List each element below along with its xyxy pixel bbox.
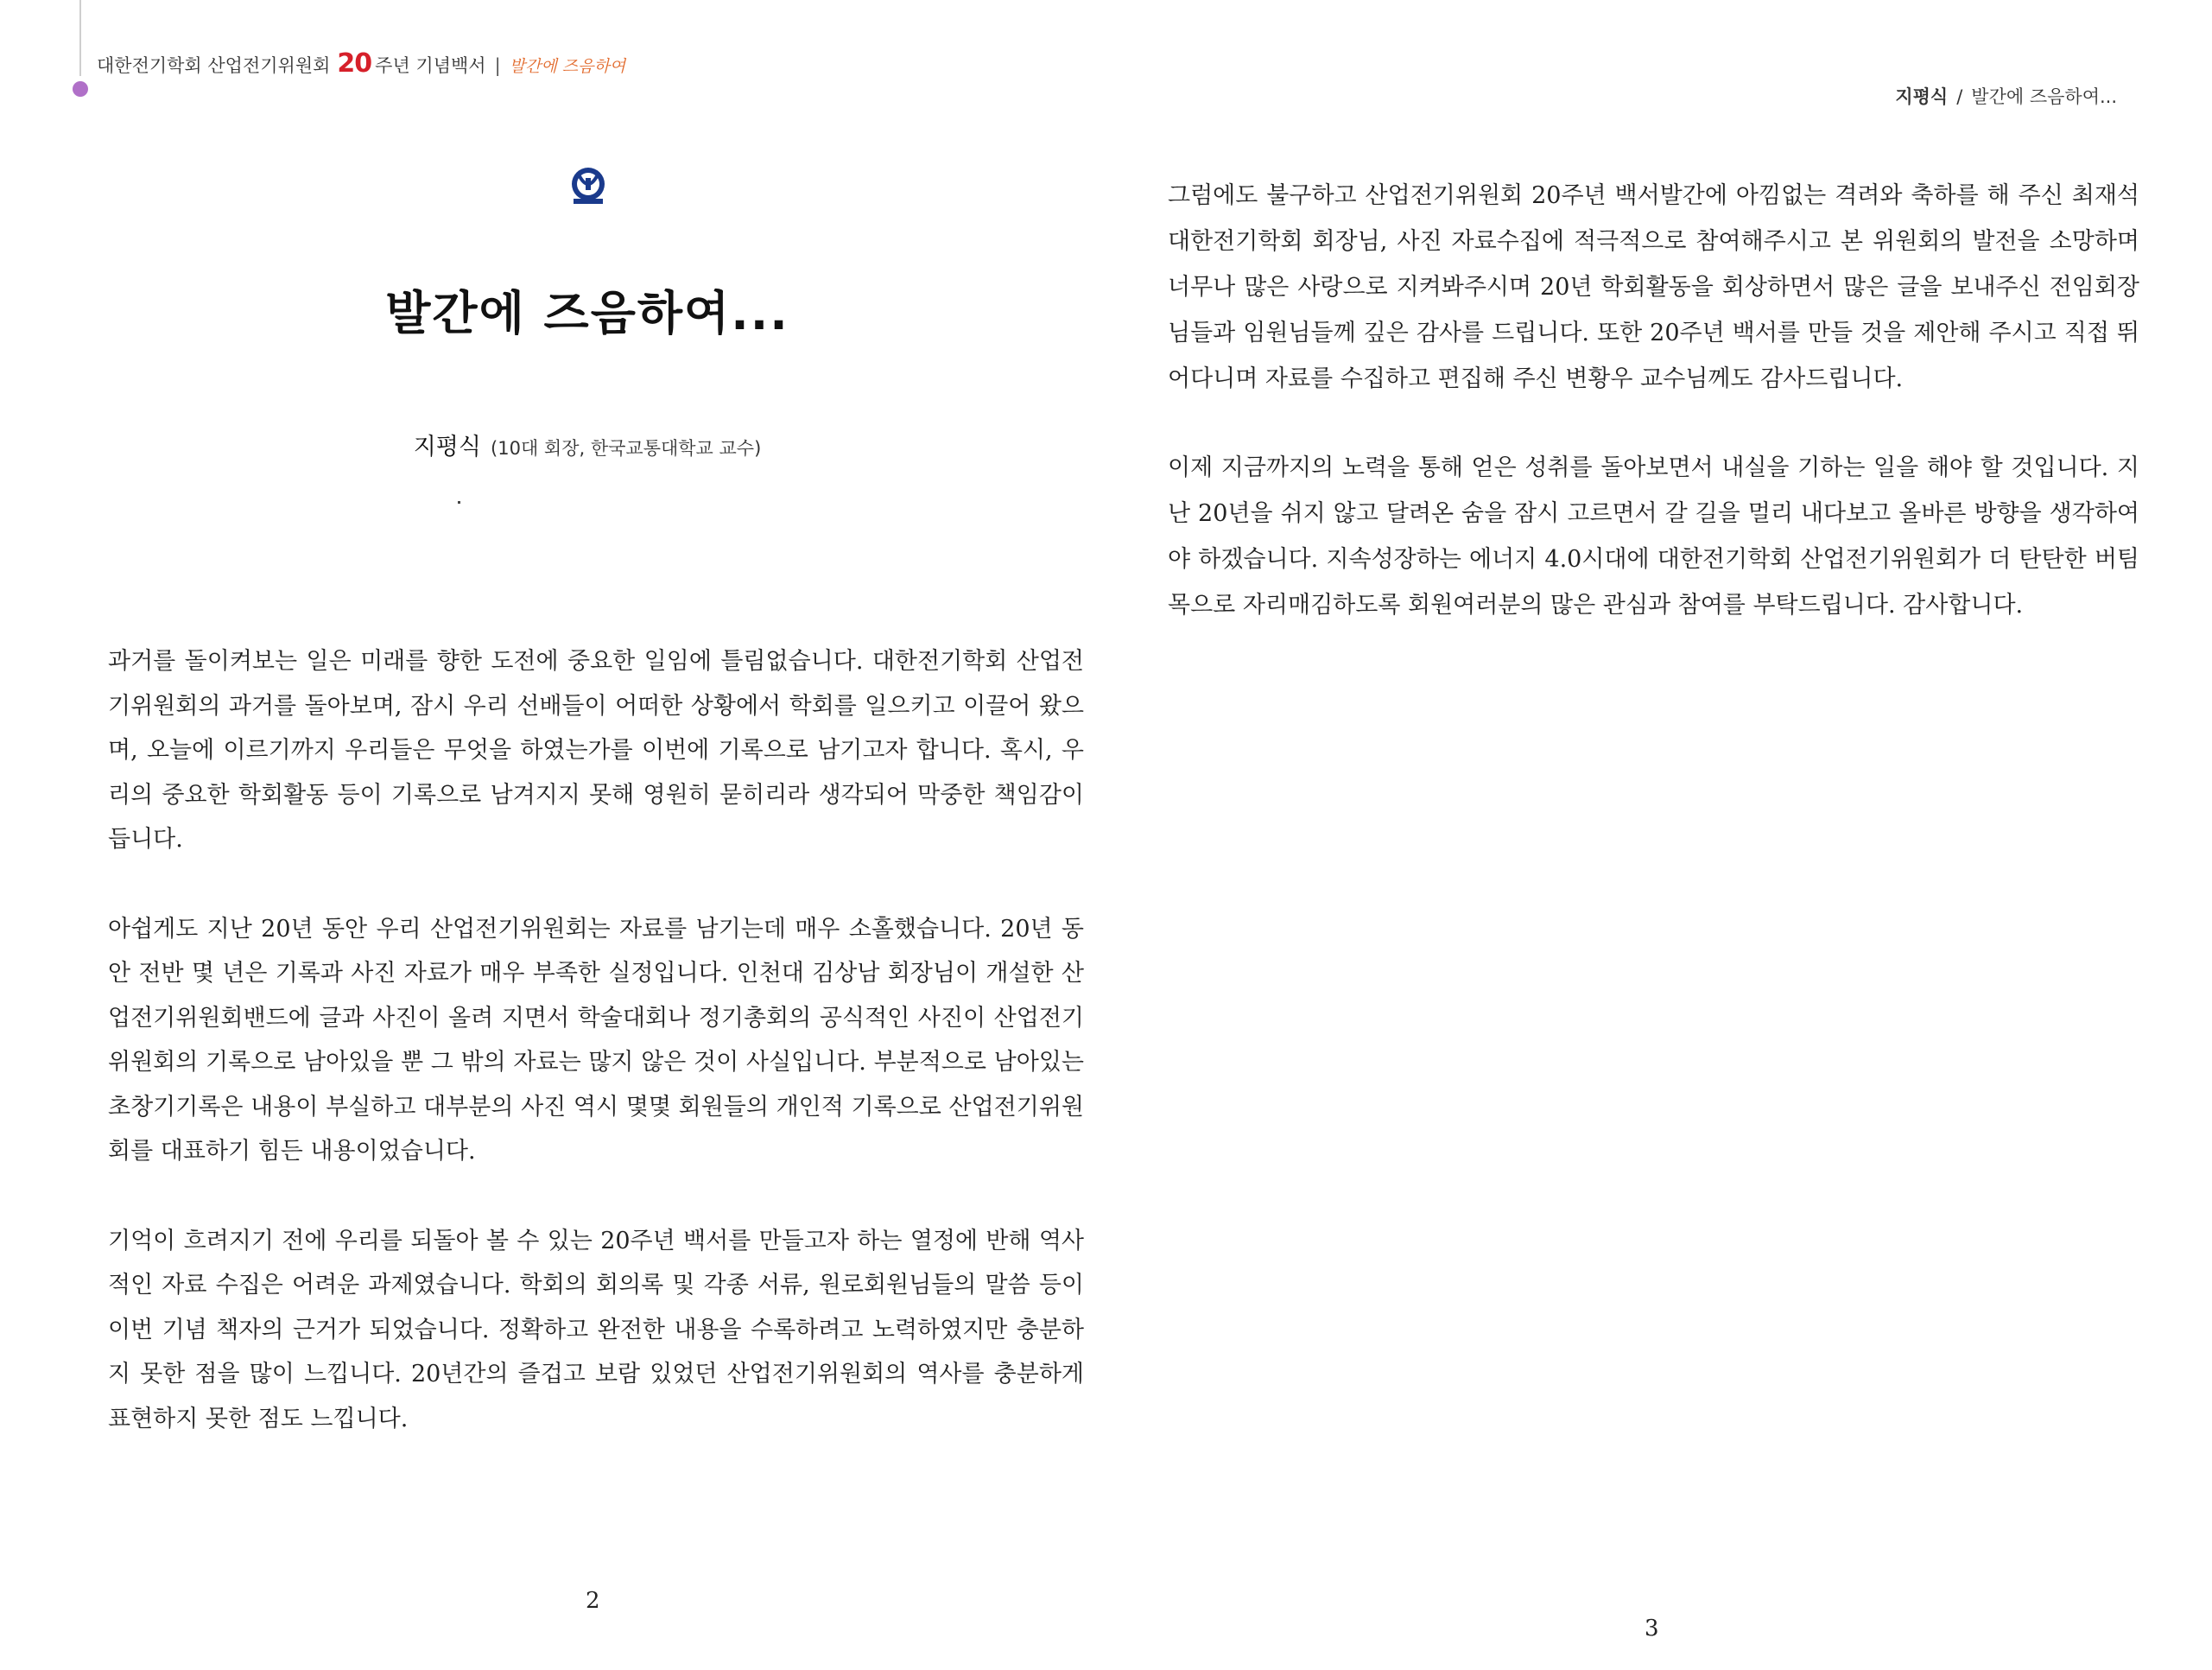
header-suffix: 주년 기념백서 bbox=[375, 55, 486, 76]
society-emblem-icon bbox=[567, 166, 610, 206]
header-separator: | bbox=[494, 55, 501, 76]
body-text-left bbox=[108, 639, 1084, 1486]
paragraph: 아쉽게도 지난 20년 동안 우리 산업전기위원회는 자료를 남기는데 매우 소홀했습니다. 20년 동안 전반 몇 년은 기록과 사진 자료가 매우 부족한 실정입니다. 인천대 김상남 회장님이 개설한 산업전기위원회밴드에 글과 사진이 올려 지면서 학술대회나 정기총회의 공식적인 사진이 산업전기위원회의 기록으로 남아있을 뿐 그 밖의 자료는 많지 않은 것이 사실입니다. 부분적으로 남아있는 초창기기록은 내용이 부실하고 대부분의 사진 역시 몇몇 회원들의 개인적 기록으로 산업전기위원회를 대표하기 힘든 내용이었습니다. bbox=[108, 915, 1084, 1165]
body-text-right bbox=[1168, 173, 2139, 671]
running-header-left bbox=[0, 0, 626, 104]
header-prefix: 대한전기학회 산업전기위원회 bbox=[97, 55, 331, 76]
header-anniversary-number: 20 bbox=[337, 48, 372, 79]
header-rule bbox=[79, 0, 81, 76]
author-name: 지평식 bbox=[413, 434, 481, 460]
scan-speck bbox=[458, 501, 460, 504]
header-author: 지평식 bbox=[1895, 86, 1949, 107]
article-title: 발간에 즈음하여... bbox=[385, 286, 789, 340]
running-header-text bbox=[97, 48, 625, 79]
author-line bbox=[0, 428, 1175, 461]
page-number-left: 2 bbox=[586, 1588, 600, 1614]
header-separator: / bbox=[1956, 86, 1963, 107]
paragraph: 그럼에도 불구하고 산업전기위원회 20주년 백서발간에 아낌없는 격려와 축하를 해 주신 최재석 대한전기학회 회장님, 사진 자료수집에 적극적으로 참여해주시고 본 위원회의 발전을 소망하며 너무나 많은 사랑으로 지켜봐주시며 20년 학회활동을 회상하면서 많은 글을 보내주신 전임회장님들과 임원님들께 깊은 감사를 드립니다. 또한 20주년 백서를 만들 것을 제안해 주시고 직접 뛰어다니며 자료를 수집하고 편집해 주신 변황우 교수님께도 감사드립니다. bbox=[1168, 182, 2139, 392]
paragraph: 이제 지금까지의 노력을 통해 얻은 성취를 돌아보면서 내실을 기하는 일을 해야 할 것입니다. 지난 20년을 쉬지 않고 달려온 숨을 잠시 고르면서 갈 길을 멀리 내다보고 올바른 방향을 생각하여야 하겠습니다. 지속성장하는 에너지 4.0시대에 대한전기학회 산업전기위원회가 더 탄탄한 버팀목으로 자리매김하도록 회원여러분의 많은 관심과 참여를 부탁드립니다. 감사합니다. bbox=[1168, 454, 2139, 619]
paragraph: 과거를 돌이켜보는 일은 미래를 향한 도전에 중요한 일임에 틀림없습니다. 대한전기학회 산업전기위원회의 과거를 돌아보며, 잠시 우리 선배들이 어떠한 상황에서 학회를 일으키고 이끌어 왔으며, 오늘에 이르기까지 우리들은 무엇을 하였는가를 이번에 기록으로 남기고자 합니다. 혹시, 우리의 중요한 학회활동 등이 기록으로 남겨지지 못해 영원히 묻히리라 생각되어 막중한 책임감이 듭니다. bbox=[108, 648, 1084, 853]
page-number-right: 3 bbox=[1645, 1616, 1659, 1641]
running-header-right bbox=[1895, 83, 2117, 109]
paragraph: 기억이 흐려지기 전에 우리를 되돌아 볼 수 있는 20주년 백서를 만들고자 하는 열정에 반해 역사적인 자료 수집은 어려운 과제였습니다. 학회의 회의록 및 각종 서류, 원로회원님들의 말씀 등이 이번 기념 책자의 근거가 되었습니다. 정확하고 완전한 내용을 수록하려고 노력하였지만 충분하지 못한 점을 많이 느낍니다. 20년간의 즐겁고 보람 있었던 산업전기위원회의 역사를 충분하게 표현하지 못한 점도 느낍니다. bbox=[108, 1227, 1084, 1432]
header-section: 발간에 즈음하여... bbox=[1971, 86, 2117, 107]
author-affiliation: (10대 회장, 한국교통대학교 교수) bbox=[491, 438, 762, 459]
header-section: 발간에 즈음하여 bbox=[509, 57, 626, 76]
header-dot-icon bbox=[73, 81, 88, 97]
